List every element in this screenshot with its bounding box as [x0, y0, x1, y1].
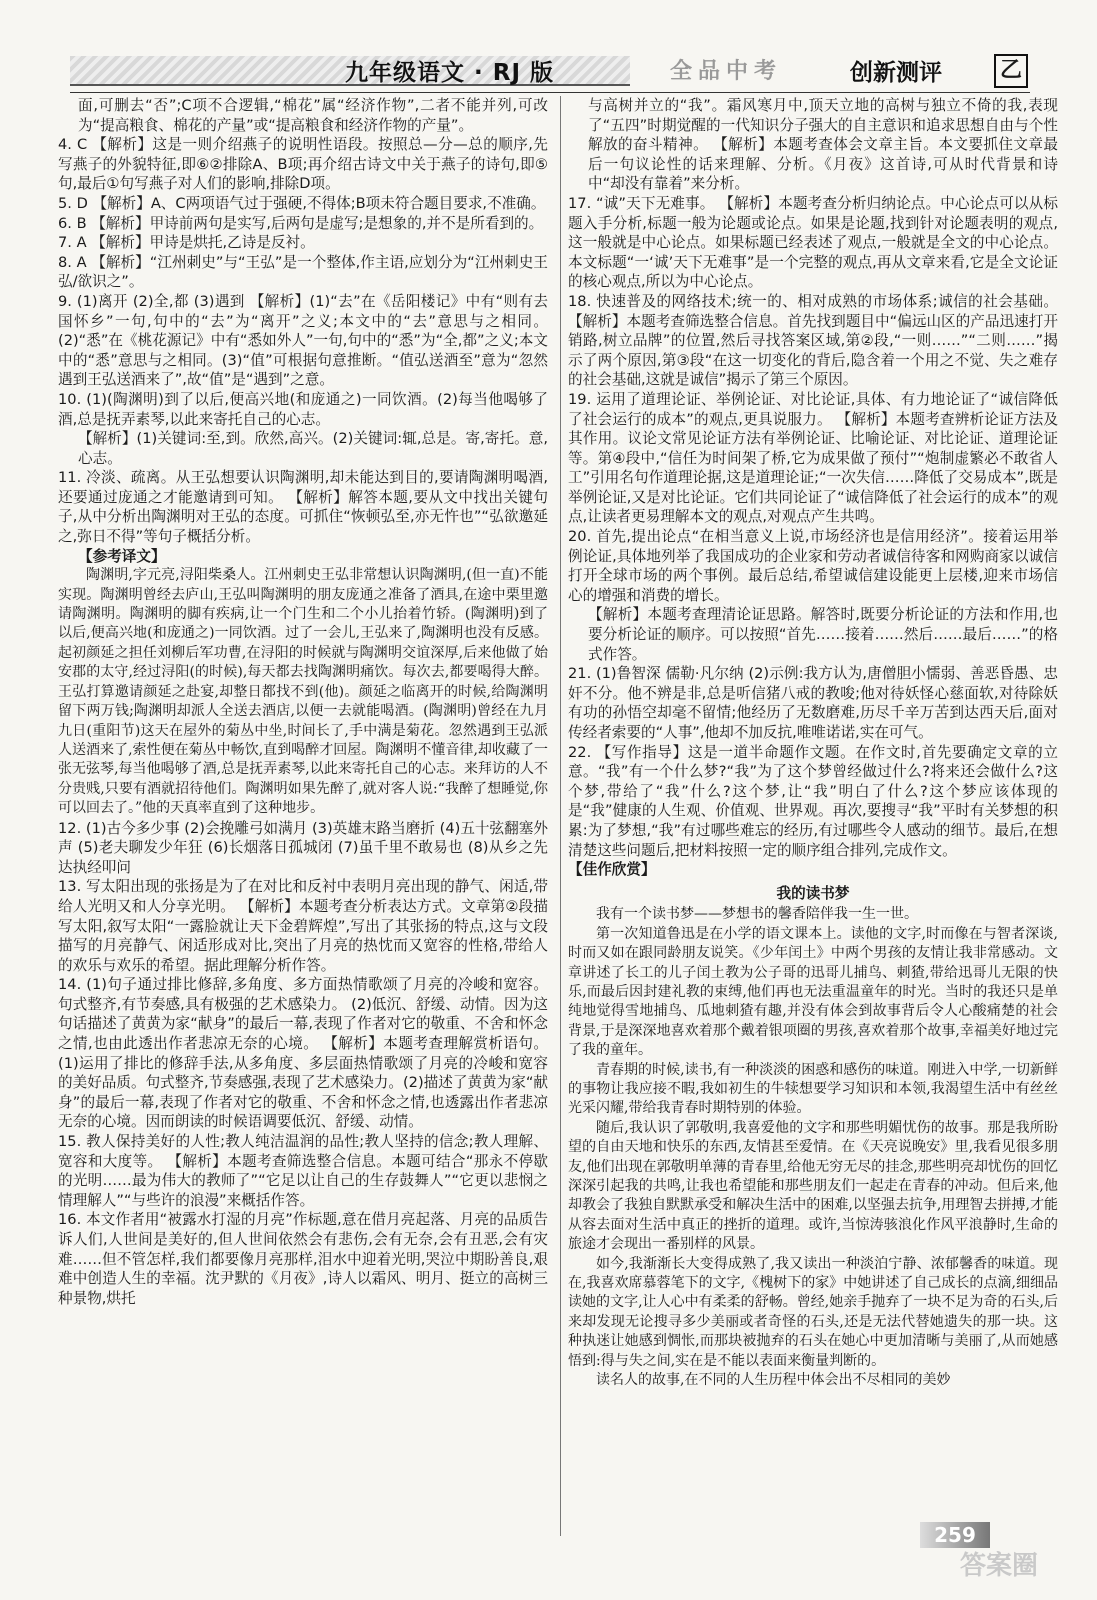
essay-paragraph: 青春期的时候,读书,有一种淡淡的困惑和感伤的味道。刚进入中学,一切新鲜的事物让我应接不暇,我如初生的牛犊想要学习知识和本领,我渴望生活中有丝丝光采闪耀,带给我青春时期特别的体验。 [568, 1061, 1058, 1117]
answer-item: 10. (1)(陶渊明)到了以后,便高兴地(和庞通之)一同饮酒。(2)每当他喝够了酒,总是抚弄素琴,以此来寄托自己的心志。 [58, 390, 548, 428]
answer-item: 12. (1)古今多少事 (2)会挽雕弓如满月 (3)英雄末路当磨折 (4)五十弦翻塞外声 (5)老夫聊发少年狂 (6)长烟落日孤城闭 (7)虽千里不敢易也 (8)从乡之先达执经叩问 [58, 819, 548, 876]
essay-paragraph: 随后,我认识了郭敬明,我喜爱他的文字和那些明媚忧伤的故事。那是我所盼望的自由天地和快乐的东西,友情甚至爱情。在《天亮说晚安》里,我看见很多朋友,他们出现在郭敬明单薄的青春里,给他无穷无尽的挂念,那些明亮却忧伤的回忆深深引起我的共鸣,让我也希望能和那些朋友们一起走在青春的冲动。但后来,他却教会了我独自默默承受和解决生活中的困难,以坚强去抗争,用理智去拼搏,才能从容去面对生活中真正的挫折的道理。或许,当惊涛骇浪化作风平浪静时,生命的旅途才会现出一番别样的风景。 [568, 1119, 1058, 1253]
page-header [70, 52, 1030, 90]
answer-item: 与高树并立的“我”。霜风寒月中,顶天立地的高树与独立不倚的我,表现了“五四”时期觉醒的一代知识分子强大的自主意识和追求思想自由与个性解放的奋斗精神。 【解析】本题考查体会文章主旨。本文要抓住文章最后一句议论性的话来理解、分析。《月夜》这首诗,可从时代背景和诗中“却没有靠着”来分析。 [588, 97, 1058, 193]
left-answers-part1 [58, 96, 548, 566]
answer-item: 9. (1)离开 (2)全,都 (3)遇到 【解析】(1)“去”在《岳阳楼记》中有“则有去国怀乡”一句,句中的“去”为“离开”之义;本文中的“去”意思与之相同。(2)“悉”在《桃花源记》中有“悉如外人”一句,句中的“悉”为“全,都”之义;本文中的“悉”意思与之相同。(3)“值”可根据句意推断。“值弘送酒至”意为“忽然遇到王弘送酒来了”,故“值”是“遇到”之意。 [58, 292, 548, 389]
answer-item: 21. (1)鲁智深 儒勒·凡尔纳 (2)示例:我方认为,唐僧胆小懦弱、善恶昏愚、忠奸不分。他不辨是非,总是听信猪八戒的教唆;他对待妖怪心慈面软,对待除妖有功的孙悟空却毫不留情;他经历了无数磨难,历尽千辛万苦到达西天后,面对传经者索要的“人事”,他却不加反抗,唯唯诺诺,实在可气。 [568, 665, 1058, 741]
answer-item: 20. 首先,提出论点“在相当意义上说,市场经济也是信用经济”。接着运用举例论证,具体地列举了我国成功的企业家和劳动者诚信待客和网购商家以诚信打开全球市场的两个事例。最后总结,希望诚信建设能更上层楼,迎来市场信心的增强和消费的增长。 [568, 528, 1058, 604]
essay-body [568, 905, 1058, 1390]
right-column [568, 96, 1058, 1546]
answer-item: 17. “诚”天下无难事。 【解析】本题考查分析归纳论点。中心论点可以从标题入手分析,标题一般为论题或论点。如果是论题,找到针对论题表明的观点,这一般就是中心论点。如果标题已经表述了观点,一般就是全文的中心论点。本文标题“一‘诚’天下无难事”是一个完整的观点,再从文章来看,它是全文论证的核心观点,所以为中心论点。 [568, 194, 1058, 291]
answer-item: 5. D 【解析】A、C两项语气过于强硬,不得体;B项未符合题目要求,不准确。 [58, 194, 546, 212]
answer-item: 13. 写太阳出现的张扬是为了在对比和反衬中表明月亮出现的静气、闲适,带给人光明又和人分享光明。 【解析】本题考查分析表达方式。文章第②段描写太阳,叙写太阳“一露脸就让天下金碧辉煌”,写出了其张扬的特点,这与文段描写的月亮静气、闲适形成对比,突出了月亮的热忱而又宽容的性格,带给人的欢乐与欢乐的希望。据此理解分析作答。 [58, 878, 548, 974]
answer-item: 6. B 【解析】甲诗前两句是实写,后两句是虚写;是想象的,并不是所看到的。 [58, 214, 544, 232]
header-subtitle: 创新测评 [850, 60, 942, 86]
header-title: 九年级语文 · RJ 版 [345, 60, 555, 86]
answer-item: 11. 冷淡、疏离。从王弘想要认识陶渊明,却未能达到目的,要请陶渊明喝酒,还要通过庞通之才能邀请到可知。 【解析】解答本题,要从文中找出关键句子,从中分析出陶渊明对王弘的态度。可抓住“恢顿弘至,亦无忤也”“弘欲邀延之,弥日不得”等句子概括分析。 [58, 469, 548, 546]
essay-paragraph: 读名人的故事,在不同的人生历程中体会出不尽相同的美妙 [596, 1372, 951, 1389]
answer-item: 面,可删去“否”;C项不合逻辑,“棉花”属“经济作物”,二者不能并列,可改为“提高粮食、棉花的产量”或“提高粮食和经济作物的产量”。 [78, 97, 548, 134]
essay-paragraph: 如今,我渐渐长大变得成熟了,我又读出一种淡泊宁静、浓郁馨香的味道。现在,我喜欢席慕蓉笔下的文字,《槐树下的家》中她讲述了自己成长的点滴,细细品读她的文字,让人心中有柔柔的舒畅。曾经,她亲手抛弃了一块不足为奇的石头,后来却发现无论搜寻多少美丽或者奇怪的石头,还是无法代替她遗失的那一块。这种执迷让她感到惆怅,而那块被抛弃的石头在她心中更加清晰与美丽了,从而她感悟到:得与失之间,实在是不能以表面来衡量判断的。 [568, 1255, 1058, 1369]
answer-item: 18. 快速普及的网络技术;统一的、相对成熟的市场体系;诚信的社会基础。 【解析】本题考查筛选整合信息。首先找到题目中“偏远山区的产品迅速打开销路,树立品牌”的位置,然后寻找答案区域,第②段,“一则……”“二则……”揭示了两个原因,第③段“在这一切变化的背后,隐含着一个用之不觉、失之难存的社会基础,这就是诚信”揭示了第三个原因。 [568, 292, 1058, 389]
left-column [58, 96, 548, 1546]
essay-paragraph: 我有一个读书梦——梦想书的馨香陪伴我一生一世。 [596, 906, 918, 923]
reference-translation: 陶渊明,字元亮,浔阳柴桑人。江州刺史王弘非常想认识陶渊明,(但一直)不能实现。陶渊明曾经去庐山,王弘叫陶渊明的朋友庞通之准备了酒具,在途中栗里邀请陶渊明。陶渊明的脚有疾病,让一个门生和二个小儿抬着竹轿。(陶渊明)到了以后,便高兴地(和庞通之)一同饮酒。过了一会儿,王弘来了,陶渊明也没有反感。起初颜延之担任刘柳后军功曹,在浔阳的时候就与陶渊明交谊深厚,后来他做了始安郡的太守,经过浔阳(的时候),每天都去找陶渊明痛饮。每次去,都要喝得大醉。王弘打算邀请颜延之赴宴,却整日都找不到(他)。颜延之临离开的时候,给陶渊明留下两万钱;陶渊明却派人全送去酒店,以便一去就能喝酒。(陶渊明)曾经在九月九日(重阳节)这天在屋外的菊丛中坐,时间长了,手中满是菊花。忽然遇到王弘派人送酒来了,索性便在菊丛中畅饮,直到喝醉才回屋。陶渊明不懂音律,却收藏了一张无弦琴,每当他喝够了酒,总是抚弄素琴,以此来寄托自己的心志。来拜访的人不分贵贱,只要有酒就招待他们。陶渊明如果先醉了,就对客人说:“我醉了想睡觉,你可以回去了。”他的天真率直到了这种地步。 [58, 567, 548, 817]
header-brand-logo: 全品中考 [670, 59, 783, 84]
answer-item: 【佳作欣赏】 [568, 861, 656, 879]
column-divider [560, 96, 561, 1536]
left-answers-part2 [58, 819, 548, 1309]
answer-item: 14. (1)句子通过排比修辞,多角度、多方面热情歌颂了月亮的冷峻和宽容。句式整齐,有节奏感,具有极强的艺术感染力。 (2)低沉、舒缓、动情。因为这句话描述了黄黄为家“献身”的最后一幕,表现了作者对它的敬重、不舍和怀念之情,也由此透出作者悲凉无奈的心境。 【解析】本题考查理解赏析语句。(1)运用了排比的修辞手法,从多角度、多层面热情歌颂了月亮的冷峻和宽容的美好品质。句式整齐,节奏感强,表现了艺术感染力。(2)描述了黄黄为家“献身”的最后一幕,表现了作者对它的敬重、不舍和怀念之情,也透露出作者悲凉无奈的心境。因而朗读的时候语调要低沉、舒缓、动情。 [58, 976, 548, 1131]
answer-item: 8. A 【解析】“江州刺史”与“王弘”是一个整体,作主语,应划分为“江州刺史王弘/欲识之”。 [58, 253, 548, 291]
page-number: 259 [920, 1522, 990, 1548]
essay-title: 我的读书梦 [776, 884, 850, 902]
header-rule [70, 92, 1030, 93]
answer-item: 22. 【写作指导】这是一道半命题作文题。在作文时,首先要确定文章的立意。“我”有一个什么梦?“我”为了这个梦曾经做过什么?将来还会做什么?这个梦,带给了“我”什么?这个梦,让“我”明白了什么?这个梦应该体现的是“我”健康的人生观、价值观、世界观。再次,要搜寻“我”平时有关梦想的积累:为了梦想,“我”有过哪些难忘的经历,有过哪些令人感动的细节。最后,在想清楚这些问题后,把材料按照一定的顺序组合排列,完成作文。 [568, 743, 1058, 859]
answer-item: 15. 教人保持美好的人性;教人纯洁温润的品性;教人坚持的信念;教人理解、宽容和大度等。 【解析】本题考查筛选整合信息。本题可结合“那永不停歇的光明……最为伟大的教师了”“它足以让自己的生存鼓舞人”“它更以悲悯之情理解人”“与些许的浪漫”来概括作答。 [58, 1133, 548, 1209]
answer-item: 7. A 【解析】甲诗是烘托,乙诗是反衬。 [58, 234, 315, 252]
answer-item: 【解析】本题考查理清论证思路。解答时,既要分析论证的方法和作用,也要分析论证的顺序。可以按照“首先……接着……然后……最后……”的格式作答。 [588, 606, 1058, 663]
essay-paragraph: 第一次知道鲁迅是在小学的语文课本上。读他的文字,时而像在与智者深谈,时而又如在跟同龄朋友说笑。《少年闰土》中两个男孩的友情让我非常感动。文章讲述了长工的儿子闰土教为公子哥的迅哥儿捕鸟、刺猹,带给迅哥儿无限的快乐,而最后因封建礼教的束缚,他们再也无法重温童年的时光。当时的我还只是单纯地觉得雪地捕鸟、瓜地刺猹有趣,并没有体会到故事背后令人心酸痛楚的社会背景,于是深深地喜欢着那个戴着银项圈的男孩,喜欢着那个故事,幸福美好地过完了我的童年。 [568, 925, 1058, 1059]
answer-item: 【参考译文】 [78, 547, 166, 565]
watermark-logo: 答案圈 [960, 1551, 1039, 1581]
right-answers [568, 96, 1058, 880]
answer-item: 4. C 【解析】这是一则介绍燕子的说明性语段。按照总—分—总的顺序,先写燕子的外貌特征,即⑥②排除A、B项;再介绍古诗文中关于燕子的诗句,即⑤句,最后①句写燕子对人们的影响,排除D项。 [58, 136, 548, 193]
answer-item: 16. 本文作者用“被露水打湿的月亮”作标题,意在借月亮起落、月亮的品质告诉人们,人世间是美好的,但人世间依然会有悲伤,会有无奈,会有丑恶,会有灾难……但不管怎样,我们都要像月亮那样,泪水中迎着光明,哭泣中期盼善良,艰难中创造人生的幸福。沈尹默的《月夜》,诗人以霜风、明月、挺立的高树三种景物,烘托 [58, 1211, 548, 1307]
answer-item: 【解析】(1)关键词:至,到。欣然,高兴。(2)关键词:辄,总是。寄,寄托。意,心志。 [78, 430, 548, 467]
answer-item: 19. 运用了道理论证、举例论证、对比论证,具体、有力地论证了“诚信降低了社会运行的成本”的观点,更具说服力。 【解析】本题考查辨析论证方法及其作用。议论文常见论证方法有举例论证、比喻论证、对比论证、道理论证等。第④段中,“信任为时间架了桥,它为成果做了预付”“炮制虚繁必不敢省人工”引用名句作道理论据,这是道理论证;“一次失信……降低了交易成本”,既是举例论证,又是对比论证。它们共同论证了“诚信降低了社会运行的成本”的观点,让读者更易理解本文的观点,对观点产生共鸣。 [568, 390, 1058, 526]
header-badge: 乙 [994, 54, 1028, 88]
